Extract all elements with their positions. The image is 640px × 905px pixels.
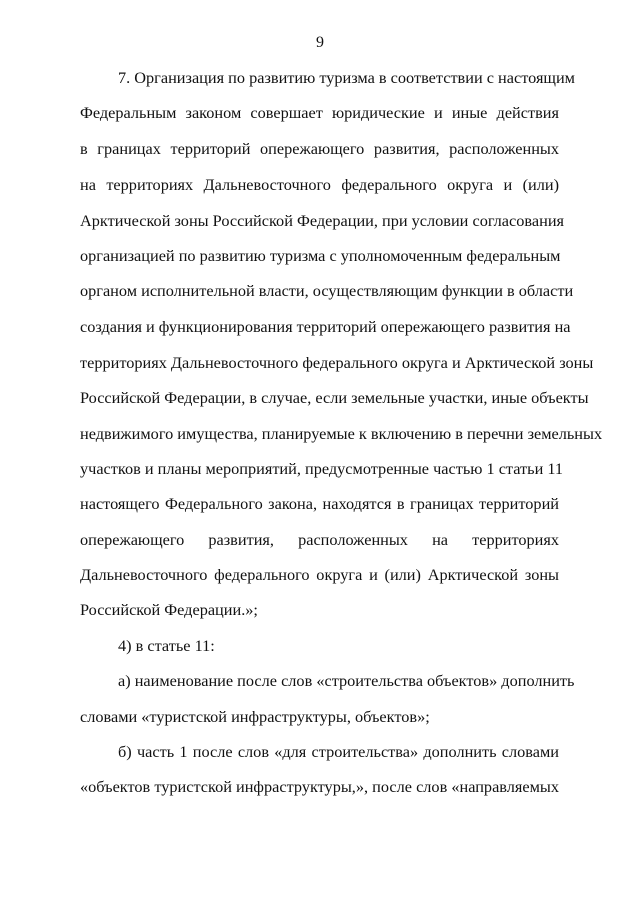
text-line: Федеральным законом совершает юридические и иные действия (80, 103, 559, 122)
text-line: Российской Федерации.»; (80, 600, 258, 619)
text-line: создания и функционирования территорий опережающего развития на (80, 317, 571, 336)
text-line: органом исполнительной власти, осуществляющим функции в области (80, 281, 574, 300)
text-line: Российской Федерации, в случае, если земельные участки, иные объекты (80, 388, 589, 407)
text-line: «объектов туристской инфраструктуры,», после слов «направляемых (80, 777, 559, 796)
text-line: словами «туристской инфраструктуры, объектов»; (80, 707, 430, 726)
text-line: Арктической зоны Российской Федерации, при условии согласования (80, 211, 565, 230)
text-line: территориях Дальневосточного федерального округа и Арктической зоны (80, 353, 594, 372)
text-line: Дальневосточного федерального округа и (или) Арктической зоны (80, 565, 559, 584)
text-line: организацией по развитию туризма с уполномоченным федеральным (80, 246, 561, 265)
text-line: на территориях Дальневосточного федерального округа и (или) (80, 175, 559, 194)
page-number: 9 (316, 34, 324, 51)
text-line: 4) в статье 11: (118, 636, 215, 655)
text-line: а) наименование после слов «строительства объектов» дополнить (118, 671, 575, 690)
text-line: 7. Организация по развитию туризма в соответствии с настоящим (118, 68, 575, 87)
text-line: б) часть 1 после слов «для строительства» дополнить словами (118, 742, 559, 761)
text-line: опережающего развития, расположенных на территориях (80, 530, 559, 549)
text-line: настоящего Федерального закона, находятся в границах территорий (80, 494, 559, 513)
text-line: участков и планы мероприятий, предусмотренные частью 1 статьи 11 (80, 459, 564, 478)
text-line: недвижимого имущества, планируемые к включению в перечни земельных (80, 424, 603, 443)
text-line: в границах территорий опережающего развития, расположенных (80, 139, 559, 158)
